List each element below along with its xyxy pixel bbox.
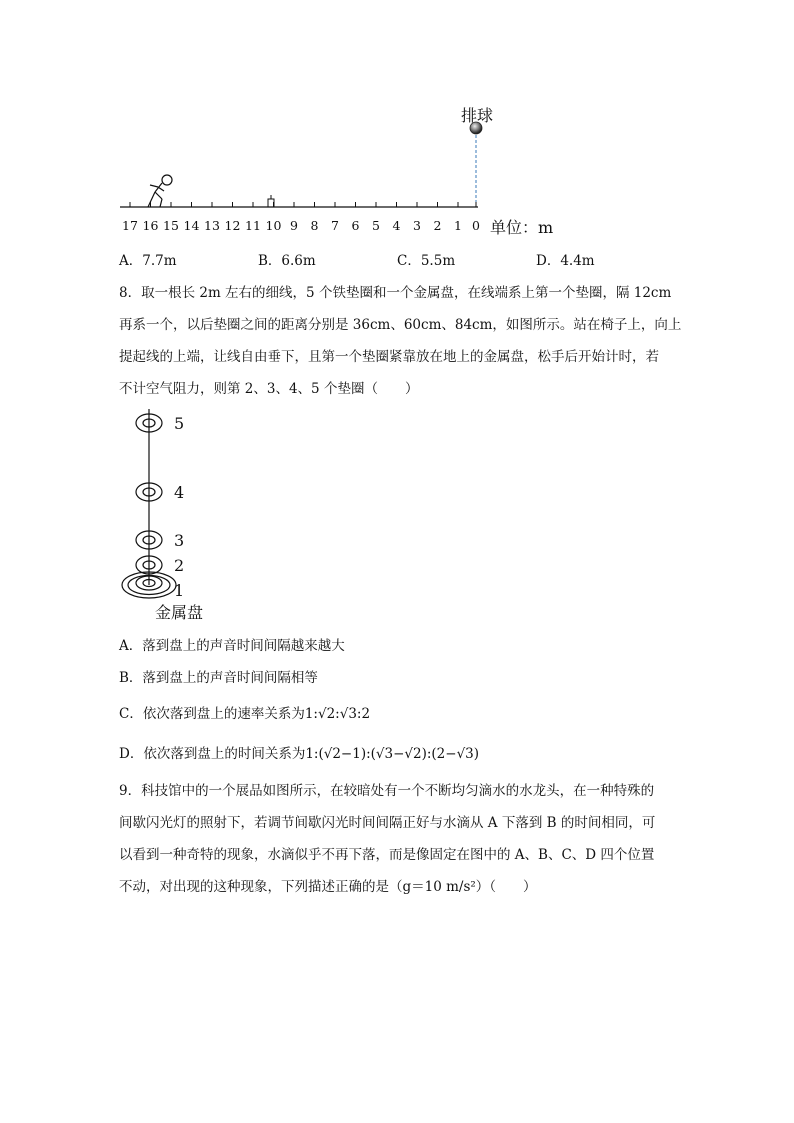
q7-option-b[interactable]	[258, 249, 316, 269]
option-text: C．依次落到盘上的速率关系为	[119, 706, 305, 722]
tick-label: 5	[372, 218, 380, 233]
metal-plate-label: 金属盘	[155, 603, 204, 622]
tick-label: 3	[413, 218, 421, 233]
q8-option-c[interactable]	[119, 702, 370, 722]
tick-label: 11	[245, 218, 261, 233]
option-letter: B．	[258, 253, 282, 269]
q8-option-b[interactable]: B．落到盘上的声音时间间隔相等	[119, 670, 318, 686]
q8-line-1: 8．取一根长 2m 左右的细线，5 个铁垫圈和一个金属盘，在线端系上第一个垫圈，隔 12cm	[119, 285, 672, 301]
option-text: D．依次落到盘上的时间关系为	[119, 746, 306, 762]
washer-label-5: 5	[174, 414, 185, 433]
option-value: 5.5m	[420, 253, 456, 269]
q9-line-1: 9．科技馆中的一个展品如图所示，在较暗处有一个不断均匀滴水的水龙头，在一种特殊的	[119, 783, 655, 799]
tick-label: 10	[265, 218, 282, 233]
option-value: 4.4m	[560, 253, 595, 269]
tick-label: 17	[122, 218, 138, 233]
option-letter: A．	[119, 253, 143, 269]
option-math: 1:(√2−1):(√3−√2):(2−√3)	[305, 746, 480, 762]
volleyball-label: 排球	[461, 106, 494, 125]
tick-marks	[0, 0, 794, 240]
tick-label: 13	[204, 218, 220, 233]
tick-label: 7	[331, 218, 339, 233]
option-letter: D．	[536, 253, 561, 269]
option-value: 7.7m	[142, 253, 177, 269]
q7-option-a[interactable]	[119, 249, 177, 269]
tick-label: 2	[433, 218, 442, 233]
tick-label: 0	[472, 218, 480, 233]
unit-label: 单位：m	[490, 218, 554, 237]
q9-line-2: 间歇闪光灯的照射下，若调节间歇闪光时间间隔正好与水滴从 A 下落到 B 的时间相同，可	[119, 815, 656, 831]
tick-label: 16	[142, 218, 159, 233]
q8-line-4: 不计空气阻力，则第 2、3、4、5 个垫圈（ ）	[119, 381, 419, 397]
tick-label: 1	[454, 218, 462, 233]
washer-label-3: 3	[174, 531, 185, 550]
q9-line-4: 不动，对出现的这种现象，下列描述正确的是（g＝10 m/s²）（ ）	[119, 879, 537, 895]
q8-line-3: 提起线的上端，让线自由垂下，且第一个垫圈紧靠放在地上的金属盘，松手后开始计时，若	[119, 349, 659, 365]
option-value: 6.6m	[281, 253, 316, 269]
q7-option-d[interactable]	[536, 249, 595, 269]
tick-label: 12	[224, 218, 241, 233]
tick-label: 9	[290, 218, 298, 233]
option-letter: C．	[397, 253, 421, 269]
tick-label: 14	[183, 218, 200, 233]
washer-label-2: 2	[174, 556, 185, 575]
tick-label: 8	[310, 218, 319, 233]
q7-option-c[interactable]	[397, 249, 455, 269]
q8-line-2: 再系一个，以后垫圈之间的距离分别是 36cm、60cm、84cm，如图所示。站在椅子上，向上	[119, 317, 682, 333]
washer-diagram	[115, 405, 235, 605]
washer-label-1: 1	[174, 581, 185, 600]
tick-label: 15	[163, 218, 179, 233]
ruler-ticks	[0, 0, 794, 240]
tick-label: 4	[392, 218, 401, 233]
washer-label-4: 4	[174, 483, 185, 502]
q8-option-a[interactable]: A．落到盘上的声音时间间隔越来越大	[119, 638, 345, 654]
option-math: 1:√2:√3:2	[304, 706, 371, 722]
figure-washers	[115, 405, 235, 605]
q8-option-d[interactable]	[119, 742, 479, 762]
tick-label: 6	[351, 218, 360, 233]
q9-line-3: 以看到一种奇特的现象，水滴似乎不再下落，而是像固定在图中的 A、B、C、D 四个位置	[119, 847, 655, 863]
